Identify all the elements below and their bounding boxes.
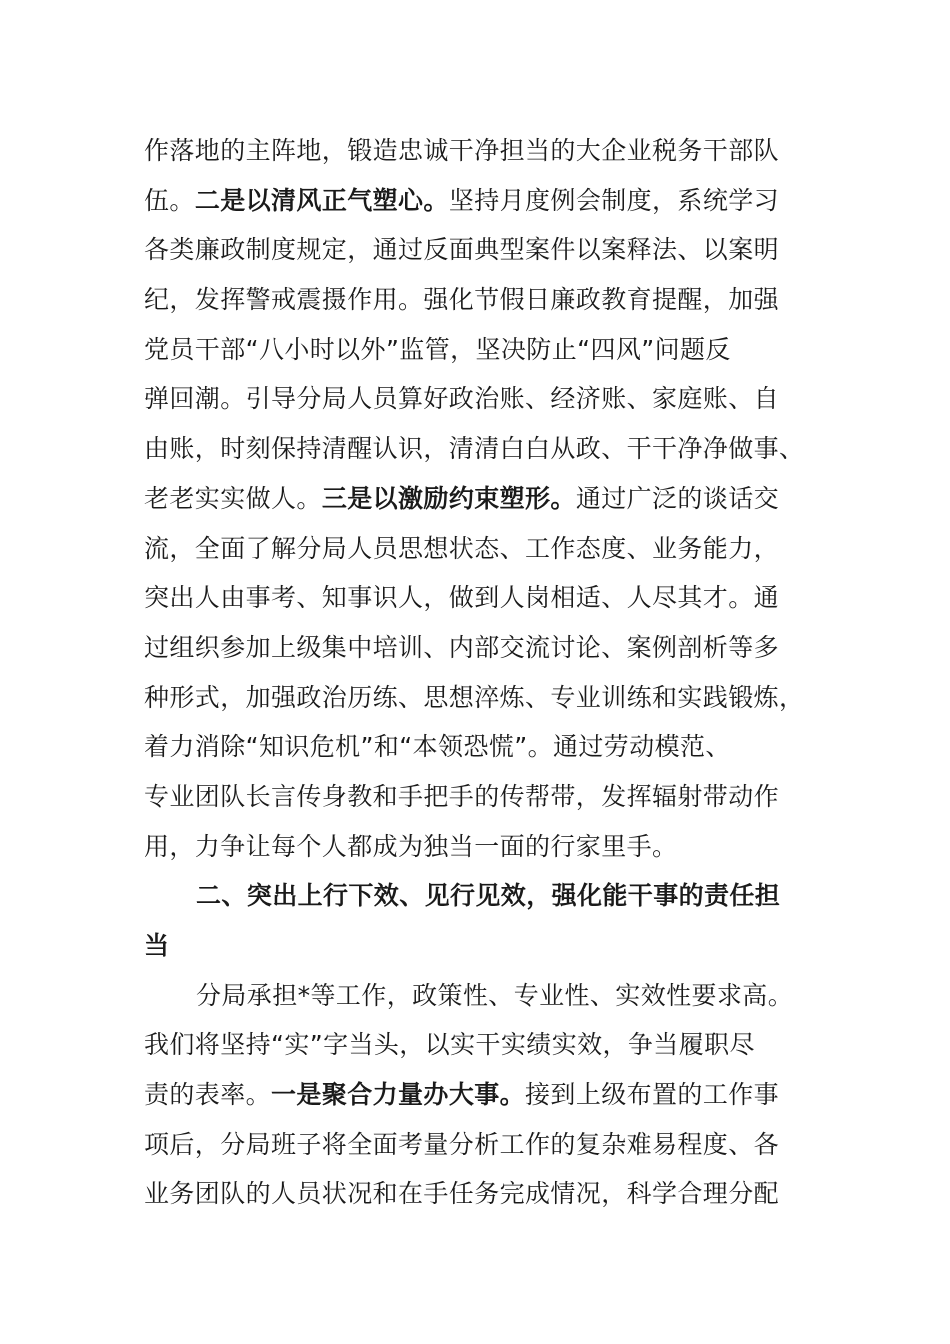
text-line [144,275,804,325]
text-segment: 流，全面了解分局人员思想状态、工作态度、业务能力， [144,533,780,563]
text-line [144,524,804,574]
text-segment: 我们将坚持“实”字当头，以实干实绩实效，争当履职尽 [144,1030,755,1060]
text-segment: 伍。 [144,185,195,215]
text-segment: 坚持月度例会制度，系统学习 [448,185,780,215]
text-line [144,1020,804,1070]
text-line [144,673,804,723]
text-line [144,971,804,1021]
text-segment: 老老实实做人。 [144,483,322,513]
text-line [144,822,804,872]
text-line [144,871,804,921]
text-line [144,126,804,176]
bold-text-segment: 一是聚合力量办大事。 [271,1080,526,1110]
text-segment: 项后，分局班子将全面考量分析工作的复杂难易程度、各 [144,1129,780,1159]
text-segment: 着力消除“知识危机”和“本领恐慌”。通过劳动模范、 [144,732,731,762]
text-segment: 通过广泛的谈话交 [575,483,780,513]
text-segment: 接到上级布置的工作事 [525,1080,780,1110]
text-segment: 作落地的主阵地，锻造忠诚干净担当的大企业税务干部队 [144,136,780,165]
text-line [144,1120,804,1170]
text-line [144,573,804,623]
text-segment: 突出人由事考、知事识人，做到人岗相适、人尽其才。通 [144,583,780,613]
text-line [144,623,804,673]
bold-text-segment: 二是以清风正气塑心。 [194,185,449,215]
text-line [144,225,804,275]
text-segment: 纪，发挥警戒震摄作用。强化节假日廉政教育提醒，加强 [144,285,780,315]
text-line [144,1169,804,1219]
text-segment: 党员干部“八小时以外”监管，坚决防止“四风”问题反 [144,334,731,364]
text-line [144,176,804,226]
bold-text-segment: 三是以激励约束塑形。 [321,483,576,513]
text-line [144,722,804,772]
text-segment: 种形式，加强政治历练、思想淬炼、专业训练和实践锻炼， [144,682,805,712]
text-segment: 由账，时刻保持清醒认识，清清白白从政、干干净净做事、 [144,434,805,464]
bold-text-segment: 二、突出上行下效、见行见效，强化能干事的责任担 [196,881,781,911]
text-segment: 分局承担*等工作，政策性、专业性、实效性要求高。 [196,980,794,1010]
text-line [144,374,804,424]
text-segment: 各类廉政制度规定，通过反面典型案件以案释法、以案明 [144,235,780,265]
text-line [144,1070,804,1120]
bold-text-segment: 当 [144,931,170,960]
text-segment: 专业团队长言传身教和手把手的传帮带，发挥辐射带动作 [144,781,780,811]
text-line [144,772,804,822]
text-segment: 过组织参加上级集中培训、内部交流讨论、案例剖析等多 [144,632,780,662]
text-line [144,921,804,971]
text-line [144,325,804,375]
text-segment: 弹回潮。引导分局人员算好政治账、经济账、家庭账、自 [144,384,780,414]
body-text [144,126,804,1219]
text-segment: 业务团队的人员状况和在手任务完成情况，科学合理分配 [144,1179,780,1209]
text-line [144,424,804,474]
text-segment: 用，力争让每个人都成为独当一面的行家里手。 [144,831,678,861]
text-line [144,474,804,524]
text-segment: 责的表率。 [144,1080,272,1110]
